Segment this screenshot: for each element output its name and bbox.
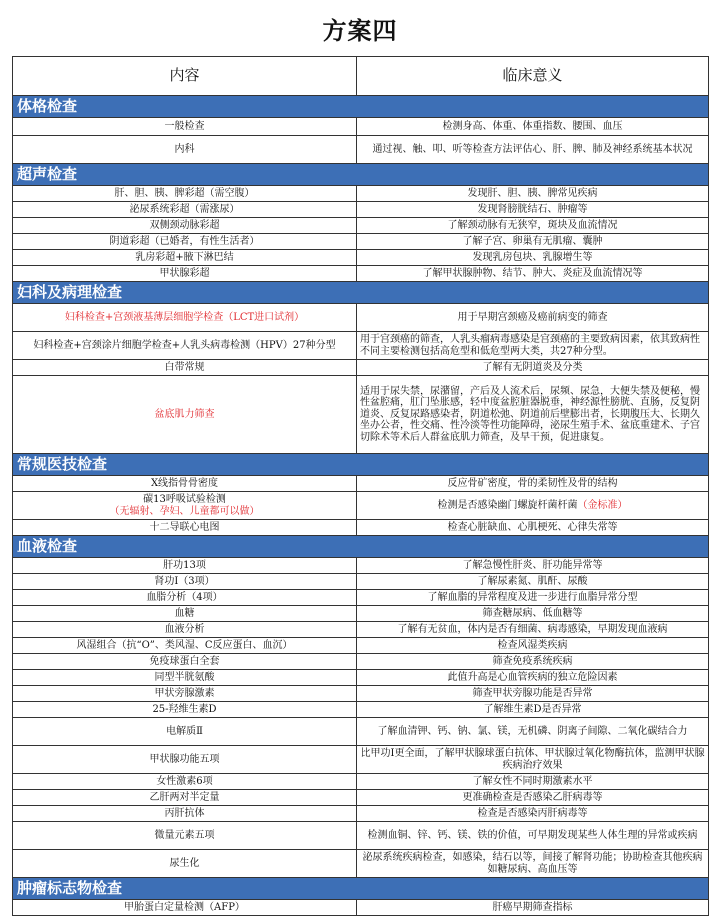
item-meaning: 发现乳房包块、乳腺增生等 <box>357 250 709 266</box>
item-name: 妇科检查+宫颈涂片细胞学检查+人乳头病毒检测（HPV）27种分型 <box>13 332 357 360</box>
table-row <box>13 718 709 746</box>
table-row <box>13 654 709 670</box>
table-row <box>13 520 709 536</box>
table-header-row <box>13 57 709 96</box>
item-name: 肝、胆、胰、脾彩超（需空腹） <box>13 186 357 202</box>
section-header-gynecology <box>13 282 709 304</box>
item-name: 盆底肌力筛查 <box>13 376 357 454</box>
table-row <box>13 746 709 774</box>
table-row <box>13 136 709 164</box>
table-row <box>13 476 709 492</box>
item-name-note: （无辐射、孕妇、儿童都可以做） <box>109 505 260 517</box>
item-meaning: 筛查糖尿病、低血糖等 <box>357 606 709 622</box>
item-name: 白带常规 <box>13 360 357 376</box>
item-meaning: 了解血脂的异常程度及进一步进行血脂异常分型 <box>357 590 709 606</box>
item-name: 25-羟维生素D <box>13 702 357 718</box>
table-row <box>13 606 709 622</box>
item-meaning: 更准确检查是否感染乙肝病毒等 <box>357 790 709 806</box>
section-title: 妇科及病理检查 <box>13 282 709 304</box>
table-row <box>13 702 709 718</box>
table-row <box>13 806 709 822</box>
table-row <box>13 900 709 916</box>
table-row <box>13 790 709 806</box>
table-row <box>13 622 709 638</box>
item-meaning: 检查是否感染丙肝病毒等 <box>357 806 709 822</box>
item-meaning: 比甲功Ⅰ更全面，了解甲状腺球蛋白抗体、甲状腺过氧化物酶抗体，监测甲状腺疾病治疗效果 <box>357 746 709 774</box>
checkup-table <box>12 56 709 916</box>
section-header-physical <box>13 96 709 118</box>
table-row <box>13 304 709 332</box>
item-meaning: 了解有无贫血，体内是否有细菌、病毒感染，早期发现血液病 <box>357 622 709 638</box>
item-name: 泌尿系统彩超（需涨尿） <box>13 202 357 218</box>
item-meaning: 筛查免疫系统疾病 <box>357 654 709 670</box>
section-title: 超声检查 <box>13 164 709 186</box>
table-row <box>13 118 709 136</box>
table-row <box>13 558 709 574</box>
item-meaning: 通过视、触、叩、听等检查方法评估心、肝、脾、肺及神经系统基本状况 <box>357 136 709 164</box>
header-clinical-meaning: 临床意义 <box>357 57 709 96</box>
item-name: 甲胎蛋白定量检测（AFP） <box>13 900 357 916</box>
item-name: 乳房彩超+腋下淋巴结 <box>13 250 357 266</box>
section-title: 血液检查 <box>13 536 709 558</box>
table-row <box>13 590 709 606</box>
item-name: 微量元素五项 <box>13 822 357 850</box>
item-name: 免疫球蛋白全套 <box>13 654 357 670</box>
item-name-line: 碳13呼吸试验检测 <box>143 494 226 505</box>
item-meaning-text: 检测是否感染幽门螺旋杆菌杆菌 <box>437 499 578 511</box>
section-header-ultrasound <box>13 164 709 186</box>
item-name: 甲状腺彩超 <box>13 266 357 282</box>
item-meaning: 了解维生素D是否异常 <box>357 702 709 718</box>
table-row <box>13 234 709 250</box>
table-row <box>13 774 709 790</box>
item-meaning: 了解子宫、卵巢有无肌瘤、囊肿 <box>357 234 709 250</box>
item-name: 风湿组合（抗“O”、类风湿、C反应蛋白、血沉） <box>13 638 357 654</box>
table-row <box>13 202 709 218</box>
page-title: 方案四 <box>322 17 398 45</box>
table-row <box>13 250 709 266</box>
item-meaning: 发现肾膀胱结石、肿瘤等 <box>357 202 709 218</box>
item-name: 同型半胱氨酸 <box>13 670 357 686</box>
item-name: 肾功Ⅰ（3项） <box>13 574 357 590</box>
section-header-routine-tech <box>13 454 709 476</box>
table-row <box>13 574 709 590</box>
item-meaning: 泌尿系统疾病检查，如感染，结石以等，间接了解肾功能；协助检查其他疾病如糖尿病、高血压等 <box>357 850 709 878</box>
table-row <box>13 332 709 360</box>
item-meaning: 反应骨矿密度，骨的柔韧性及骨的结构 <box>357 476 709 492</box>
item-meaning: 了解有无阴道炎及分类 <box>357 360 709 376</box>
table-row <box>13 266 709 282</box>
item-name: 肝功13项 <box>13 558 357 574</box>
item-name: 血脂分析（4项） <box>13 590 357 606</box>
table-row <box>13 376 709 454</box>
table-row <box>13 686 709 702</box>
table-row <box>13 360 709 376</box>
table-row <box>13 186 709 202</box>
item-meaning: 检测身高、体重、体重指数、腰围、血压 <box>357 118 709 136</box>
item-meaning: 检查心脏缺血、心肌梗死、心律失常等 <box>357 520 709 536</box>
item-name: 血液分析 <box>13 622 357 638</box>
table-row <box>13 822 709 850</box>
section-title: 常规医技检查 <box>13 454 709 476</box>
table-row <box>13 638 709 654</box>
item-meaning: 了解尿素氮、肌酐、尿酸 <box>357 574 709 590</box>
section-header-tumor-markers <box>13 878 709 900</box>
item-meaning: 检查风湿类疾病 <box>357 638 709 654</box>
item-name: X线指骨骨密度 <box>13 476 357 492</box>
item-meaning: 了解甲状腺肿物、结节、肿大、炎症及血流情况等 <box>357 266 709 282</box>
item-name: 妇科检查+宫颈液基薄层细胞学检查（LCT进口试剂） <box>13 304 357 332</box>
item-name: 双侧颈动脉彩超 <box>13 218 357 234</box>
item-meaning <box>357 492 709 520</box>
item-meaning: 用于早期宫颈癌及癌前病变的筛查 <box>357 304 709 332</box>
item-name: 阴道彩超（已婚者，有性生活者） <box>13 234 357 250</box>
table-row <box>13 850 709 878</box>
table-row <box>13 492 709 520</box>
item-meaning: 筛查甲状旁腺功能是否异常 <box>357 686 709 702</box>
item-name: 内科 <box>13 136 357 164</box>
header-content: 内容 <box>13 57 357 96</box>
item-name <box>13 492 357 520</box>
item-meaning: 肝癌早期筛查指标 <box>357 900 709 916</box>
item-name: 乙肝两对半定量 <box>13 790 357 806</box>
item-meaning: 检测血铜、锌、钙、镁、铁的价值，可早期发现某些人体生理的异常或疾病 <box>357 822 709 850</box>
item-name: 十二导联心电图 <box>13 520 357 536</box>
section-title: 体格检查 <box>13 96 709 118</box>
gold-standard-note: （金标准） <box>577 499 628 511</box>
item-meaning: 了解颈动脉有无狭窄，斑块及血流情况 <box>357 218 709 234</box>
item-name: 女性激素6项 <box>13 774 357 790</box>
section-title: 肿瘤标志物检查 <box>13 878 709 900</box>
item-name: 丙肝抗体 <box>13 806 357 822</box>
item-name: 甲状腺功能五项 <box>13 746 357 774</box>
item-name: 尿生化 <box>13 850 357 878</box>
item-name: 血糖 <box>13 606 357 622</box>
item-meaning: 此值升高是心血管疾病的独立危险因素 <box>357 670 709 686</box>
item-name: 甲状旁腺激素 <box>13 686 357 702</box>
item-name: 一般检查 <box>13 118 357 136</box>
table-row <box>13 670 709 686</box>
item-meaning: 适用于尿失禁，尿潴留，产后及人流术后，尿频、尿急，大便失禁及便秘，慢性盆腔痛，肛门坠胀感，轻中度盆腔脏器脱垂，神经源性膀胱、直肠，反复阴道炎、反复尿路感染者，阴道松弛、阴道前后壁膨出者，长期腹压大、长期久坐办公者，性交痛、性冷淡等性功能障碍，泌尿生殖手术、盆底重建术、子宫切除术等术后人群盆底肌力筛查，及早干预，促进康复。 <box>357 376 709 454</box>
item-meaning: 发现肝、胆、胰、脾常见疾病 <box>357 186 709 202</box>
item-name: 电解质Ⅱ <box>13 718 357 746</box>
item-meaning: 了解女性不同时期激素水平 <box>357 774 709 790</box>
item-meaning: 了解急慢性肝炎、肝功能异常等 <box>357 558 709 574</box>
table-row <box>13 218 709 234</box>
item-meaning: 用于宫颈癌的筛查，人乳头瘤病毒感染是宫颈癌的主要致病因素，依其致病性不同主要检测包括高危型和低危型两大类，共27种分型。 <box>357 332 709 360</box>
item-meaning: 了解血清钾、钙、钠、氯、镁，无机磷、阴离子间隙、二氧化碳结合力 <box>357 718 709 746</box>
section-header-blood <box>13 536 709 558</box>
